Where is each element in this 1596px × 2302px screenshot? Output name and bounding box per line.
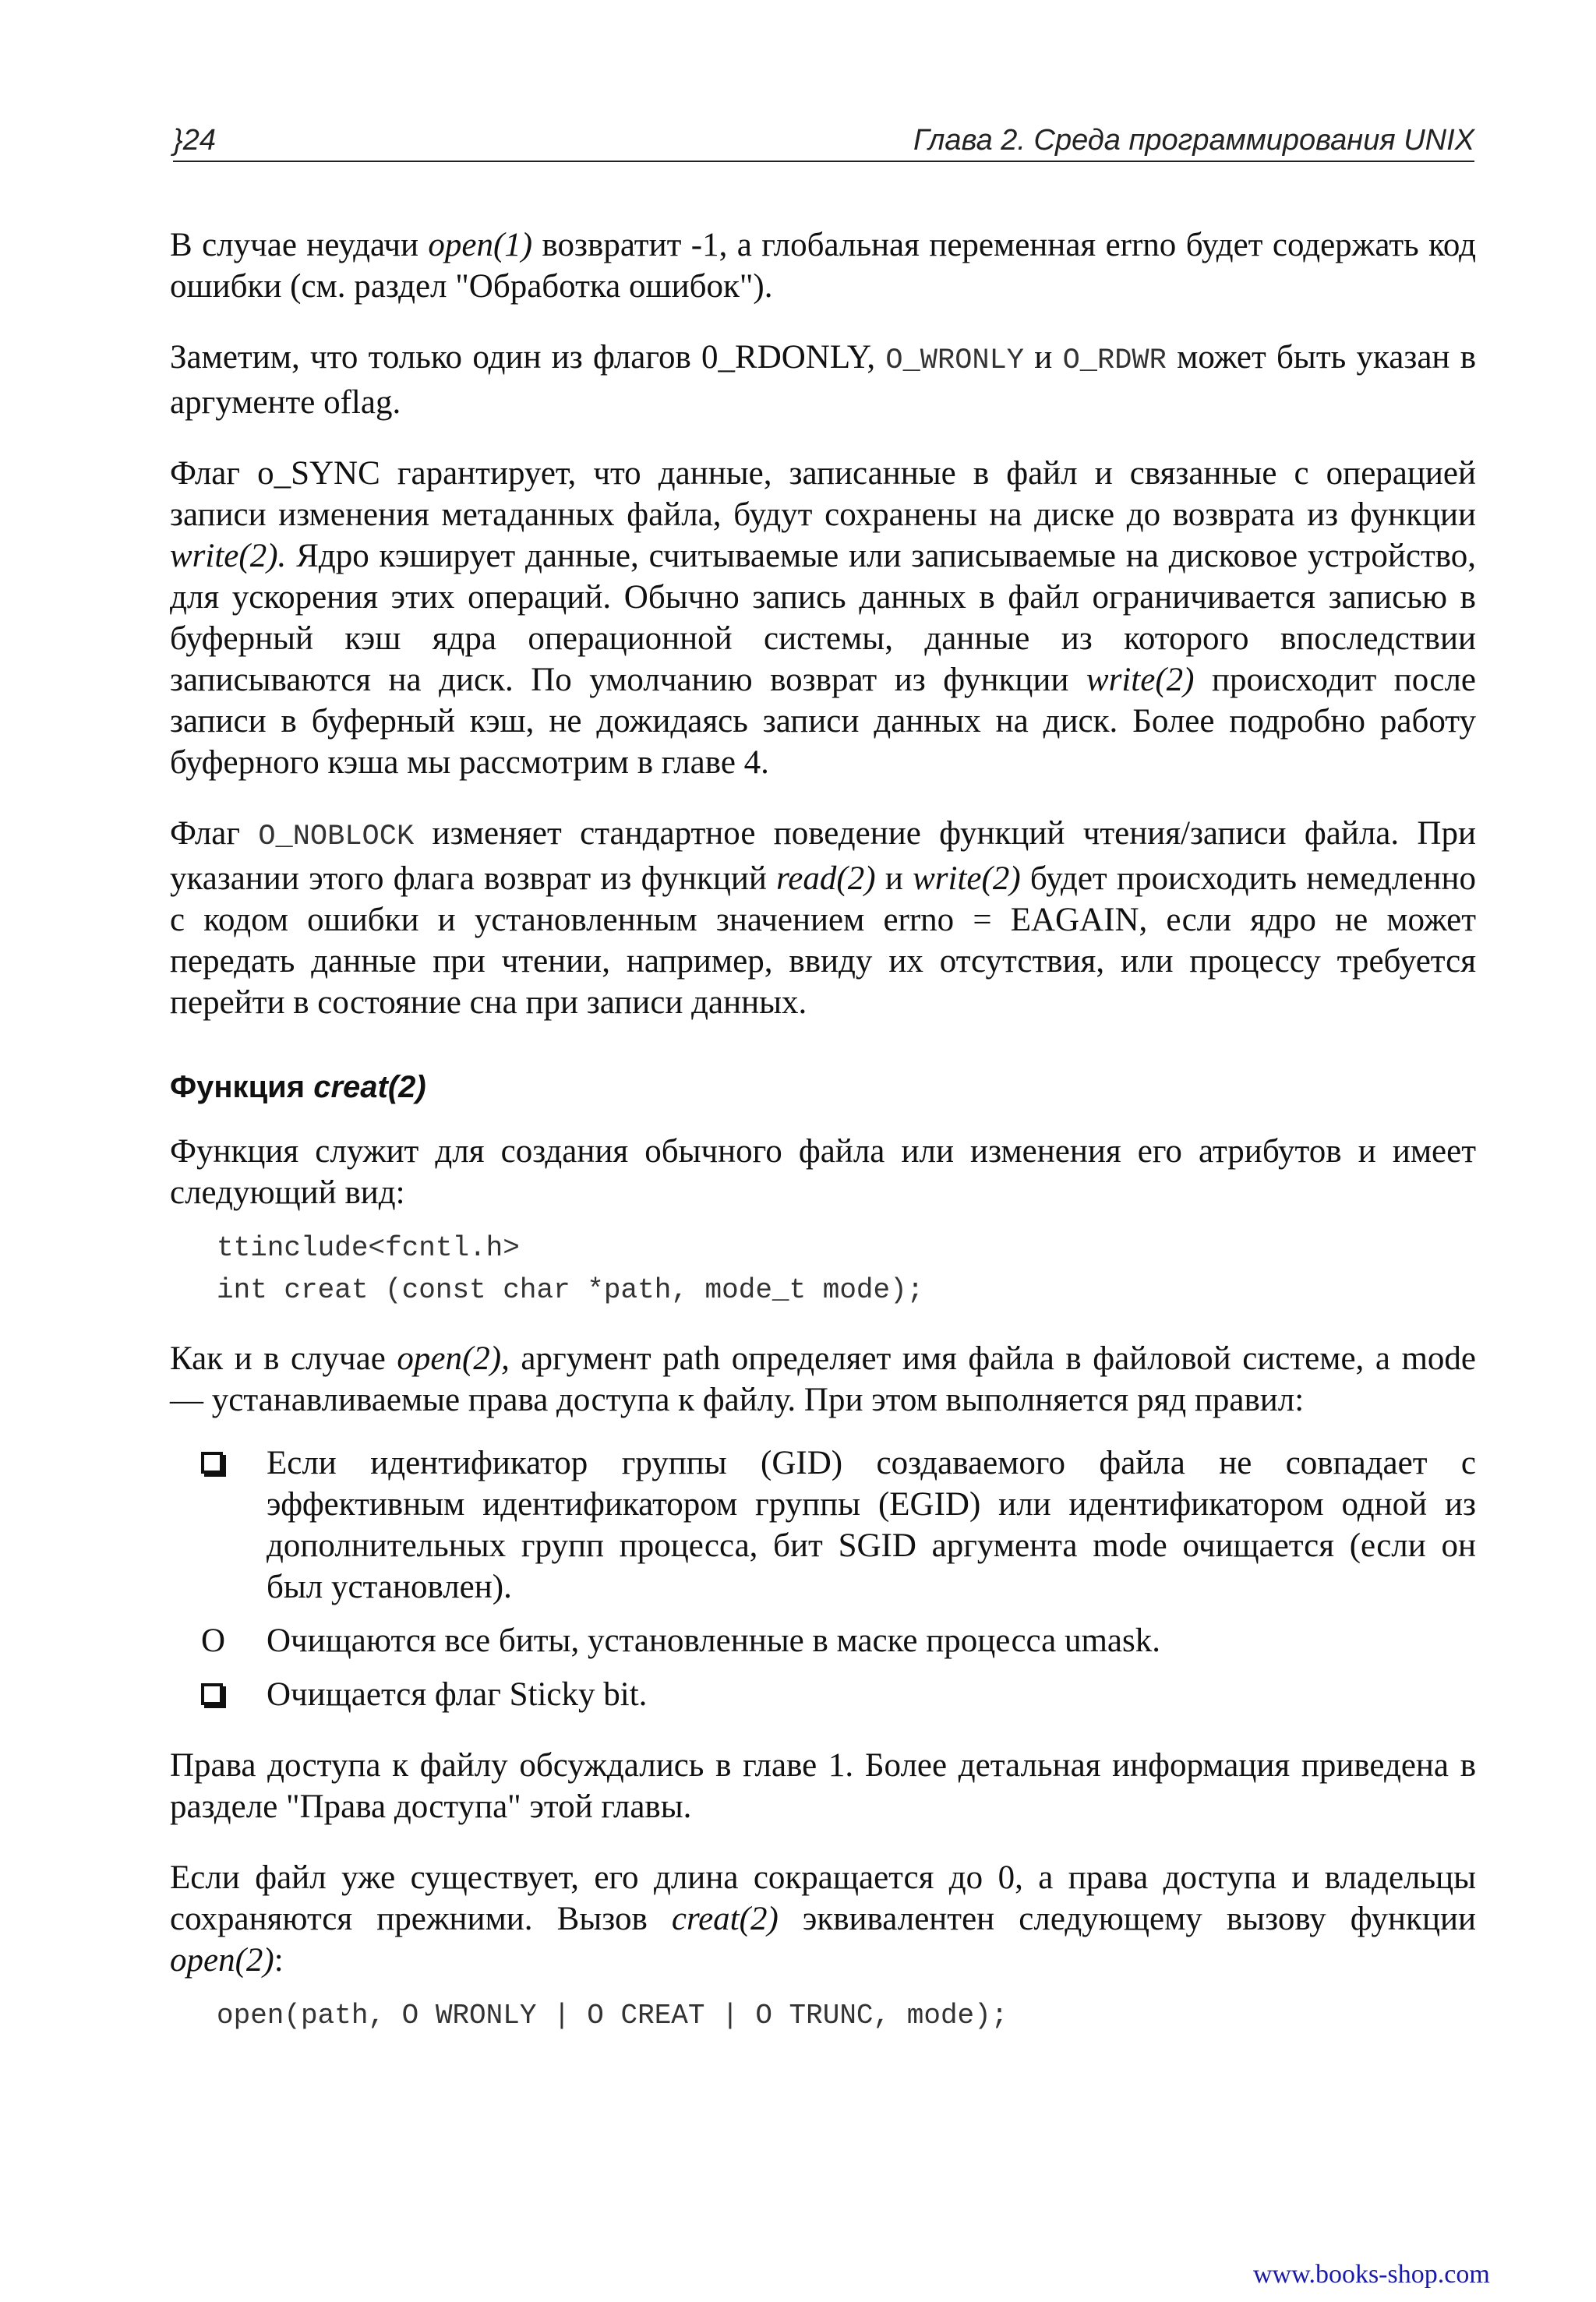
paragraph-access-rights: Права доступа к файлу обсуждались в главе 1. Более детальная информация приведена в разделе "Права доступа" этой главы. [170, 1747, 1476, 1825]
func-ref: open(2), [397, 1340, 510, 1377]
func-ref: write(2). [170, 538, 287, 574]
code-line: ttinclude<fcntl.h> [217, 1232, 520, 1264]
paragraph-creat-args: Как и в случае open(2), аргумент path определяет имя файла в файловой системе, а mode — устанавливаемые права доступа к файлу. При этом выполняется ряд правил: [170, 1340, 1476, 1418]
paragraph-flags-note: Заметим, что только один из флагов 0_RDONLY, O_WRONLY и O_RDWR может быть указан в аргументе oflag. [170, 339, 1476, 421]
checkbox-bullet-icon [201, 1452, 223, 1474]
flag-name: O_NOBLOCK [258, 821, 415, 853]
flag-name: O_RDWR [1062, 344, 1167, 377]
page-body [170, 224, 1476, 2064]
func-ref: read(2) [776, 860, 876, 897]
paragraph-open-failure: В случае неудачи open(1) возвратит -1, а глобальная переменная errno будет содержать код ошибки (см. раздел "Обработка ошибок"). [170, 227, 1477, 305]
running-chapter-title: Глава 2. Среда программирования UNIX [913, 124, 1474, 157]
letter-bullet: O [201, 1622, 226, 1659]
list-item: O Очищаются все биты, установленные в маске процесса umask. [170, 1620, 1476, 1661]
func-ref: write(2) [913, 860, 1021, 897]
list-item: Очищается флаг Sticky bit. [170, 1674, 1476, 1715]
footer-link[interactable]: www.books-shop.com [1253, 2260, 1490, 2289]
flag-name: O_WRONLY [885, 344, 1025, 377]
func-ref: write(2) [1086, 662, 1195, 698]
paragraph-onoblock: Флаг O_NOBLOCK изменяет стандартное поведение функций чтения/записи файла. При указании этого флага возврат из функций read(2) и write(2) будет происходить немедленно с кодом ошибки и установленным значением errno = EAGAIN, если ядро не может передать данные при чтении, например, ввиду их отсутствия, или процессу требуется перейти в состояние сна при записи данных. [170, 815, 1476, 1021]
page-header [173, 125, 1474, 162]
code-block-open: open(path, O WRONLY | O CREAT | O TRUNC, mode); [217, 2000, 1008, 2032]
list-item: Если идентификатор группы (GID) создаваемого файла не совпадает с эффективным идентификатором группы (EGID) или идентификатором одной из дополнительных групп процесса, бит SGID аргумента mode очищается (если он был установлен). [170, 1442, 1476, 1608]
checkbox-bullet-icon [201, 1683, 223, 1705]
paragraph-creat-intro: Функция служит для создания обычного файла или изменения его атрибутов и имеет следующий вид: [170, 1133, 1476, 1211]
code-line: int creat (const char *path, mode_t mode); [217, 1274, 924, 1306]
func-ref: open(1) [428, 227, 533, 263]
paragraph-file-exists: Если файл уже существует, его длина сокращается до 0, а права доступа и владельцы сохраняются прежними. Вызов creat(2) эквивалентен следующему вызову функции open(2): [170, 1859, 1476, 1979]
code-block-creat [217, 1227, 1476, 1312]
rules-list [170, 1442, 1476, 1715]
paragraph-osync: Флаг o_SYNC гарантирует, что данные, записанные в файл и связанные с операцией записи изменения метаданных файла, будут сохранены на диске до возврата из функции write(2). Ядро кэширует данные, считываемые или записываемые на дисковое устройство, для ускорения этих операций. Обычно запись данных в файл ограничивается записью в буферный кэш ядра операционной системы, данные из которого впоследствии записываются на диск. По умолчанию возврат из функции write(2) происходит после записи в буферный кэш, не дожидаясь записи данных на диск. Более подробно работу буферного кэша мы рассмотрим в главе 4. [170, 455, 1477, 781]
page-number: }24 [173, 124, 216, 157]
section-heading: Функция creat(2) [170, 1070, 426, 1104]
func-ref: open(2) [170, 1942, 274, 1979]
func-ref: creat(2) [671, 1901, 779, 1937]
